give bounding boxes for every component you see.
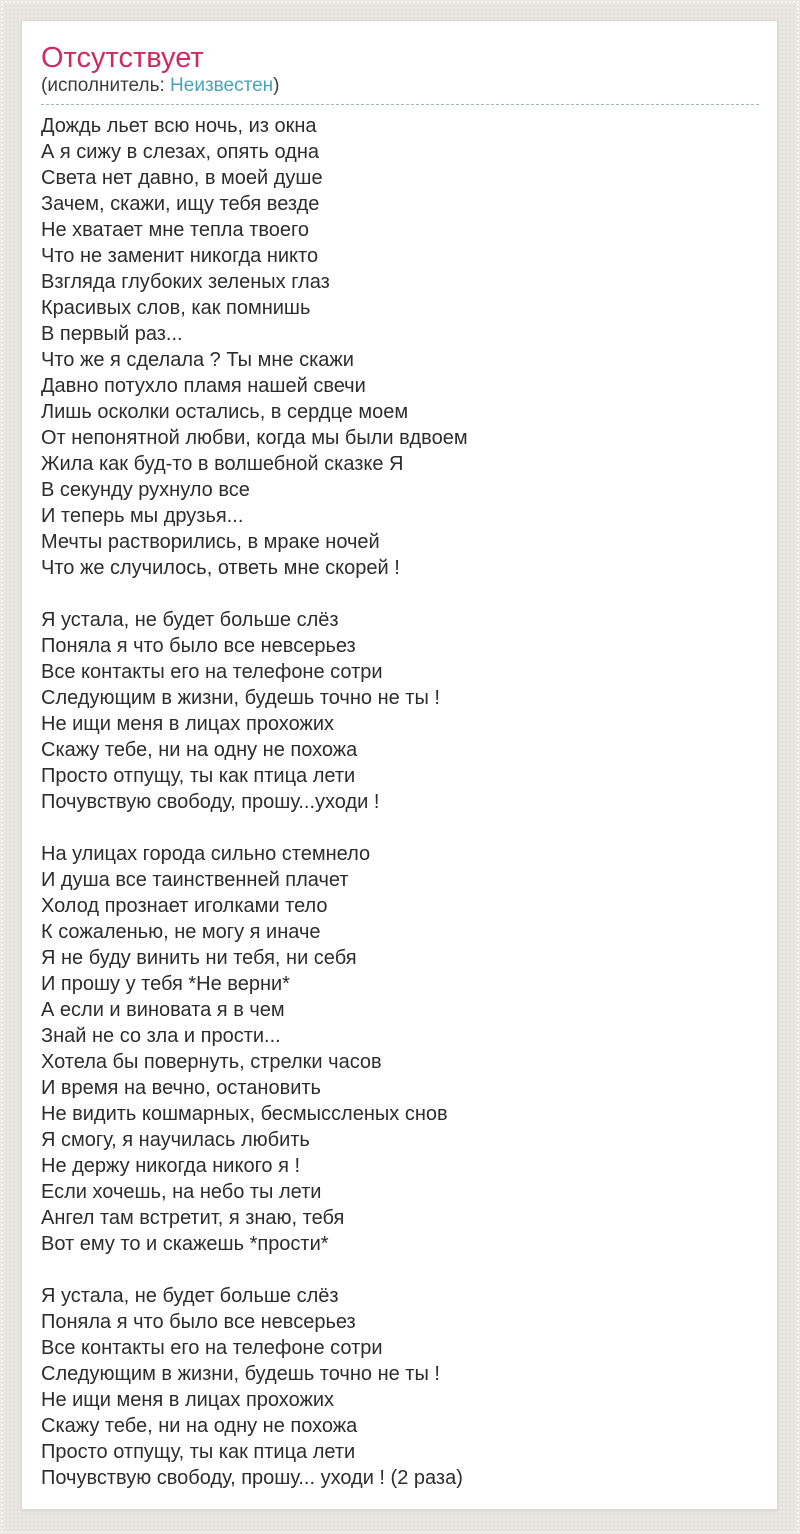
lyric-line: Я не буду винить ни тебя, ни себя (41, 947, 357, 969)
lyric-line: Скажу тебе, ни на одну не похожа (41, 739, 358, 761)
lyric-line: Просто отпущу, ты как птица лети (41, 1441, 356, 1463)
stanza (41, 1283, 759, 1491)
artist-label-prefix: (исполнитель: (41, 75, 171, 96)
stanza (41, 841, 759, 1257)
lyric-line: Просто отпущу, ты как птица лети (41, 765, 356, 787)
lyric-line: Все контакты его на телефоне сотри (41, 661, 383, 683)
lyric-line: Лишь осколки остались, в сердце моем (41, 401, 409, 423)
lyric-line: Не ищи меня в лицах прохожих (41, 713, 335, 735)
lyric-line: Почувствую свободу, прошу...уходи ! (41, 791, 380, 813)
lyric-line: Не ищи меня в лицах прохожих (41, 1389, 335, 1411)
lyric-line: И душа все таинственней плачет (41, 869, 349, 891)
lyric-line: Не видить кошмарных, бесмыссленых снов (41, 1103, 448, 1125)
lyric-line: Что не заменит никогда никто (41, 245, 319, 267)
lyric-line: Почувствую свободу, прошу... уходи ! (2 раза) (41, 1467, 463, 1489)
lyric-line: Следующим в жизни, будешь точно не ты ! (41, 687, 440, 709)
lyric-line: Все контакты его на телефоне сотри (41, 1337, 383, 1359)
lyric-line: А я сижу в слезах, опять одна (41, 141, 319, 163)
lyric-line: Поняла я что было все невсерьез (41, 635, 356, 657)
lyric-line: Жила как буд-то в волшебной сказке Я (41, 453, 404, 475)
lyric-line: Я устала, не будет больше слёз (41, 609, 339, 631)
lyric-line: К сожаленью, не могу я иначе (41, 921, 321, 943)
lyric-line: От непонятной любви, когда мы были вдвоем (41, 427, 468, 449)
lyric-line: В первый раз... (41, 323, 183, 345)
lyric-line: Холод прознает иголками тело (41, 895, 328, 917)
artist-line (41, 75, 759, 105)
lyric-line: И прошу у тебя *Не верни* (41, 973, 290, 995)
lyric-line: Не хватает мне тепла твоего (41, 219, 309, 241)
lyric-line: Ангел там встретит, я знаю, тебя (41, 1207, 345, 1229)
lyric-line: Мечты растворились, в мраке ночей (41, 531, 380, 553)
lyric-line: Света нет давно, в моей душе (41, 167, 323, 189)
lyrics (41, 113, 759, 1491)
lyric-line: И теперь мы друзья... (41, 505, 244, 527)
lyric-line: Я устала, не будет больше слёз (41, 1285, 339, 1307)
lyric-line: Я смогу, я научилась любить (41, 1129, 310, 1151)
artist-label-suffix: ) (273, 75, 280, 96)
lyric-line: Что же я сделала ? Ты мне скажи (41, 349, 354, 371)
lyric-line: И время на вечно, остановить (41, 1077, 321, 1099)
lyric-line: Давно потухло пламя нашей свечи (41, 375, 366, 397)
lyric-line: Что же случилось, ответь мне скорей ! (41, 557, 400, 579)
stanza (41, 607, 759, 815)
lyric-line: Вот ему то и скажешь *прости* (41, 1233, 329, 1255)
lyric-line: Знай не со зла и прости... (41, 1025, 281, 1047)
stanza (41, 113, 759, 581)
lyric-line: Если хочешь, на небо ты лети (41, 1181, 322, 1203)
lyric-line: Красивых слов, как помнишь (41, 297, 311, 319)
lyric-line: Хотела бы повернуть, стрелки часов (41, 1051, 382, 1073)
lyric-line: Дождь льет всю ночь, из окна (41, 115, 317, 137)
lyric-line: Зачем, скажи, ищу тебя везде (41, 193, 320, 215)
song-title: Отсутствует (41, 42, 204, 74)
lyric-line: В секунду рухнуло все (41, 479, 250, 501)
lyric-line: Не держу никогда никого я ! (41, 1155, 301, 1177)
lyric-line: На улицах города сильно стемнело (41, 843, 371, 865)
lyric-line: Скажу тебе, ни на одну не похожа (41, 1415, 358, 1437)
lyric-line: Следующим в жизни, будешь точно не ты ! (41, 1363, 440, 1385)
lyric-line: Взгляда глубоких зеленых глаз (41, 271, 330, 293)
lyric-line: Поняла я что было все невсерьез (41, 1311, 356, 1333)
lyric-line: А если и виновата я в чем (41, 999, 285, 1021)
artist-link[interactable]: Неизвестен (170, 75, 274, 96)
lyrics-panel (21, 20, 778, 1510)
